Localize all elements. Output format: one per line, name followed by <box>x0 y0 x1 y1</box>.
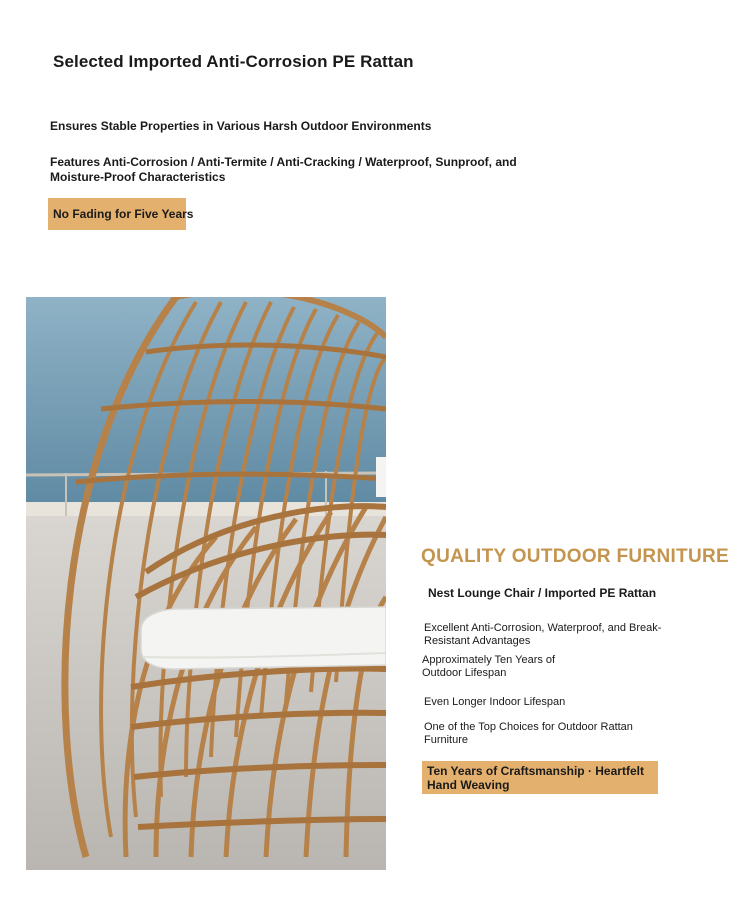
feature-item: One of the Top Choices for Outdoor Rattan Furniture <box>424 721 633 746</box>
intro-line-characteristics: Features Anti-Corrosion / Anti-Termite / Anti-Cracking / Waterproof, Sunproof, and Moisture-Proof Characteristics <box>50 155 517 184</box>
intro-line-environments: Ensures Stable Properties in Various Harsh Outdoor Environments <box>50 119 432 133</box>
no-fading-badge: No Fading for Five Years <box>48 198 186 230</box>
quality-headline: QUALITY OUTDOOR FURNITURE <box>421 546 729 567</box>
intro-title: Selected Imported Anti-Corrosion PE Rattan <box>53 52 414 71</box>
feature-item: Even Longer Indoor Lifespan <box>424 696 566 708</box>
feature-item: Excellent Anti-Corrosion, Waterproof, and Break-Resistant Advantages <box>424 622 662 647</box>
product-subtitle: Nest Lounge Chair / Imported PE Rattan <box>428 586 657 600</box>
craftsmanship-badge: Ten Years of Craftsmanship · Heartfelt Hand Weaving <box>422 761 658 794</box>
product-photo <box>26 297 386 870</box>
feature-item: Approximately Ten Years of Outdoor Lifespan <box>422 654 556 679</box>
